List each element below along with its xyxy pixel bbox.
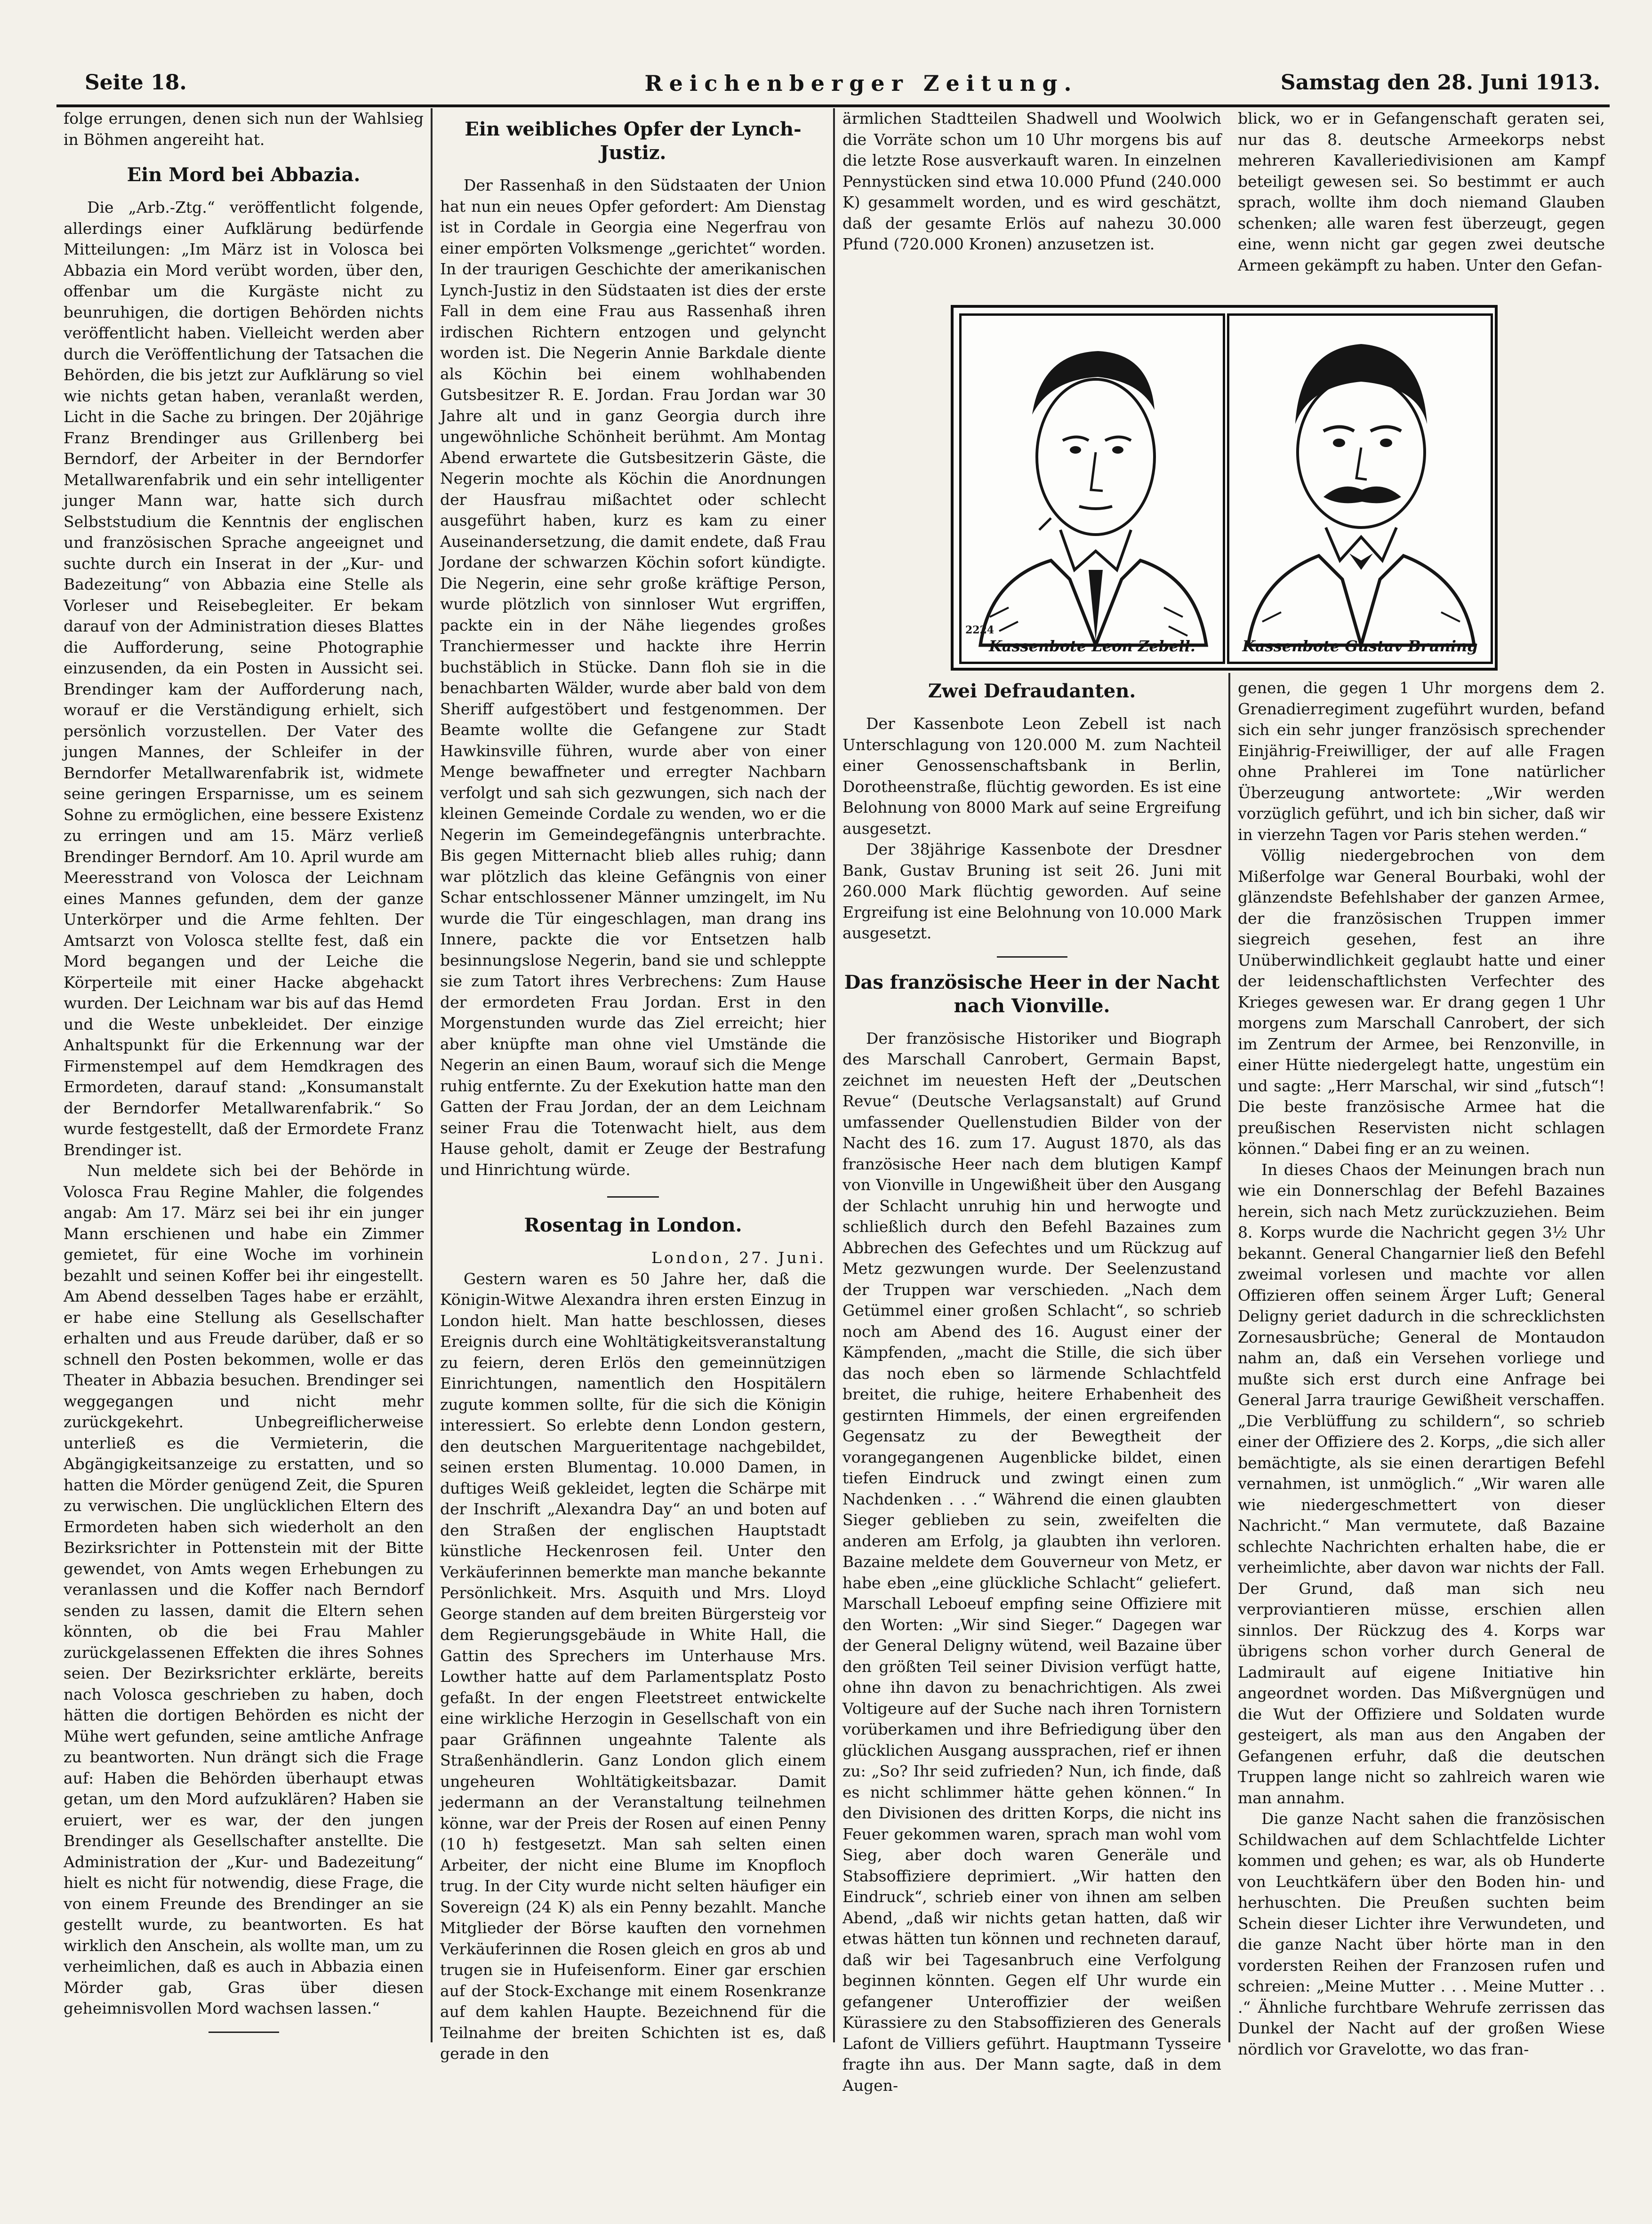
caption-bruning: Kassenbote Gustav Bruning — [1242, 637, 1478, 655]
page-number: Seite 18. — [85, 71, 187, 95]
article-paragraph: In dieses Chaos der Meinungen brach nun wie ein Donnerschlag der Befehl Bazaines herein, sich nach Metz zurückzuziehen. Beim 8. Korps wurde die Nachricht gegen 3½ Uhr bekannt. General Changarnier ließ den Befehl zweimal vorlesen und machte vor allen Offizieren offen seinem Ärger Luft; General Deligny geriet dadurch in die schrecklichsten Zornesausbrüche; General de Montaudon nahm an, daß ein Versehen vorliege und mußte sich erst durch eine Anfrage bei General Jarra traurige Gewißheit verschaffen. „Die Verblüffung zu schildern“, so schrieb einer der Offiziere des 2. Korps, „die sich aller bemächtigte, als sie einen derartigen Befehl vernahmen, ist unmöglich.“ „Wir waren alle wie niedergeschmettert von dieser Nachricht.“ Man vermutete, daß Bazaine schlechte Nachrichten erhalten habe, die er verheimlichte, aber davon war nichts der Fall. Der Grund, daß man sich neu verproviantieren müsse, erschien allen sinnlos. Der Rückzug des 4. Korps war übrigens schon vorher durch General de Ladmirault auf eigene Initiative hin angeordnet worden. Das Mißvergnügen und die Wut der Offiziere und Soldaten wurde gesteigert, als man aus den Angaben der Gefangenen erfuhr, daß die deutschen Truppen lange nicht so zahlreich waren wie man annahm. — [1238, 1160, 1605, 1807]
portrait-bruning — [1227, 313, 1493, 664]
continued-text: genen, die gegen 1 Uhr morgens dem 2. Grenadierregiment zugeführt wurden, befand sich ein sehr junger französisch sprechender Einjährig-Freiwilliger, der auf alle Fragen ohne Prahlerei im Tone natürlicher Überzeugung antwortete: „Wir werden vorzüglich geführt, und ich bin sicher, daß wir in vierzehn Tagen vor Paris stehen werden.“ — [1238, 679, 1605, 844]
plate-number: 2224 — [965, 624, 994, 636]
article-paragraph: Gestern waren es 50 Jahre her, daß die Königin-Witwe Alexandra ihren ersten Einzug in London hielt. Man hatte beschlossen, dieses Ereignis durch eine Wohltätigkeitsveranstaltung zu feiern, deren Erlös den gemeinnützigen Einrichtungen, namentlich den Hospitälern zugute kommen sollte, für die sich die Königin interessiert. So erlebte denn London gestern, den deutschen Margueritentage nachgebildet, seinen ersten Blumentag. 10.000 Damen, in duftiges Weiß gekleidet, legten die Schärpe mit der Inschrift „Alexandra Day“ an und boten auf den Straßen der englischen Hauptstadt künstliche Heckenrosen feil. Unter den Verkäuferinnen bemerkte man manche bekannte Persönlichkeit. Mrs. Asquith und Mrs. Lloyd George standen auf dem breiten Bürgersteig vor dem Regierungsgebäude in White Hall, die Gattin des Sprechers im Unterhause Mrs. Lowther hatte auf dem Parlamentsplatz Posto gefaßt. In der engen Fleetstreet entwickelte eine wirkliche Herzogin in Gesellschaft von ein paar Gräfinnen ungeahnte Talente als Straßenhändlerin. Ganz London glich einem ungeheuren Wohltätigkeitsbazar. Damit jedermann an der Veranstaltung teilnehmen könne, war der Preis der Rosen auf einen Penny (10 h) festgesetzt. Man sah selten einen Arbeiter, der nicht eine Blume im Knopfloch trug. In der City wurde nicht selten häufiger ein Sovereign (24 K) als ein Penny bezahlt. Manche Mitglieder der Börse kauften den vornehmen Verkäuferinnen die Rosen gleich en gros ab und trugen sie in Hufeisenform. Einer gar erschien auf der Stock-Exchange mit einem Rosenkranze auf dem kahlen Haupte. Bezeichnend für die Teilnahme der breiten Schichten ist es, daß gerade in den — [440, 1269, 826, 2063]
column-divider — [431, 108, 433, 2042]
portrait-zebell — [959, 313, 1225, 664]
article-paragraph: Der französische Historiker und Biograph des Marschall Canrobert, Germain Bapst, zeichnet im neuesten Heft der „Deutschen Revue“ (Deutsche Verlagsanstalt) auf Grund umfassender Quellenstudien Bilder von der Nacht des 16. zum 17. August 1870, als das französische Heer nach dem blutigen Kampf von Vionville in Ungewißheit über den Ausgang der Schlacht unruhig hin und herwogte und schließlich durch den Befehl Bazaines zum Abbrechen des Gefechtes und um Rückzug auf Metz gezwungen wurde. Der Seelenzustand der Truppen war verschieden. „Nach dem Getümmel einer großen Schlacht“, so schrieb noch am Abend des 16. August einer der Kämpfenden, „macht die Stille, die sich über das noch eben so lärmende Schlachtfeld breitet, die ruhige, heitere Erhabenheit des gestirnten Himmels, der einen ergreifenden Gegensatz zu der Bewegtheit der vorangegangenen Augenblicke bildet, einen tiefen Eindruck und zwingt einen zum Nachdenken . . .“ Während die einen glaubten Sieger geblieben zu sein, zweifelten die anderen am Erfolg, ja glaubten ihn verloren. Bazaine meldete dem Gouverneur von Metz, er habe eben „eine glückliche Schlacht“ geliefert. Marschall Leboeuf empfing seine Offiziere mit den Worten: „Wir sind Sieger.“ Dagegen war der General Deligny wütend, weil Bazaine über den größten Teil seiner Division verfügt hatte, ohne ihn davon zu benachrichtigen. Als zwei Voltigeure auf der Suche nach ihren Tornistern vorüberkamen und ihre Befriedigung über den glücklichen Ausgang aussprachen, rief er ihnen zu: „So? Ihr seid zufrieden? Nun, ich finde, daß es nicht schlimmer hätte gehen können.“ In den Divisionen des dritten Korps, die nicht ins Feuer gekommen waren, sprach man wohl vom Sieg, aber doch waren Generäle und Stabsoffiziere deprimiert. „Wir hatten den Eindruck“, schrieb einer von ihnen am selben Abend, „daß wir nichts getan hatten, daß wir etwas hätten tun können und rechneten darauf, daß wir bei Tagesanbruch eine Verfolgung beginnen könnten. Gegen elf Uhr wurde ein gefangener Unteroffizier der weißen Kürassiere zu den Stabsoffizieren des Generals Lafont de Villiers geführt. Hauptmann Tysseire fragte ihn aus. Der Mann sagte, daß in dem Augen- — [842, 1029, 1221, 2095]
article-separator — [997, 956, 1067, 958]
portrait-drawing — [1229, 316, 1491, 662]
article-title-rosentag: Rosentag in London. — [524, 1214, 742, 1236]
column-3-lower — [842, 678, 1221, 2095]
column-3-top — [842, 108, 1221, 259]
dateline: London, 27. Juni. — [651, 1248, 826, 1267]
article-paragraph: Die ganze Nacht sahen die französischen Schildwachen auf dem Schlachtfelde Lichter kommen und gehen; es war, als ob Hunderte von Leuchtkäfern über den Boden hin- und herhuschten. Die Preußen suchten beim Schein dieser Lichter ihre Verwundeten, und die ganze Nacht über hörte man in den vordersten Reihen der Franzosen rufen und schreien: „Meine Mutter . . . Meine Mutter . . .“ Ähnliche furchtbare Wehrufe zerrissen das Dunkel der Nacht auf der großen Wiese nördlich vor Gravelotte, wo das fran- — [1238, 1809, 1605, 2058]
article-title-mord: Ein Mord bei Abbazia. — [127, 164, 361, 186]
column-4-top — [1238, 108, 1605, 282]
column-1 — [64, 108, 424, 2042]
continued-text: folge errungen, denen sich nun der Wahlsieg in Böhmen angereiht hat. — [64, 109, 424, 149]
article-paragraph: Völlig niedergebrochen von dem Mißerfolge war General Bourbaki, wohl der glänzendste Befehlshaber der ganzen Armee, der die französischen Truppen immer siegreich gesehen, fest an ihre Unüberwindlichkeit geglaubt hatte und einer der leidenschaftlichsten Verfechter des Krieges gewesen war. Er drang gegen 1 Uhr morgens zum Marschall Canrobert, der sich im Zentrum der Armee, bei Renzonville, in einer Hütte niedergelegt hatte, ungestüm ein und sagte: „Herr Marschal, wir sind „futsch“! Die beste französische Armee hat die preußischen Reservisten nicht schlagen können.“ Dabei fing er an zu weinen. — [1238, 846, 1605, 1158]
header-rule — [56, 104, 1610, 107]
article-title-heer: Das französische Heer in der Nacht nach Vionville. — [844, 971, 1220, 1017]
article-paragraph: Nun meldete sich bei der Behörde in Volosca Frau Regine Mahler, die folgendes angab: Am 17. März sei bei ihr ein junger Mann erschienen und habe ein Zimmer gemietet, für eine Woche im vorhinein bezahlt und seinen Koffer bei ihr eingestellt. Am Abend desselben Tages habe er erzählt, er habe eine Stellung als Gesellschafter erhalten und aus Freude darüber, daß er so schnell den Posten bekommen, wolle er das Theater in Abbazia besuchen. Brendinger sei weggegangen und nicht mehr zurückgekehrt. Unbegreiflicherweise unterließ es die Vermieterin, die Abgängigkeitsanzeige zu erstatten, und so hatten die Mörder genügend Zeit, die Spuren zu verwischen. Die unglücklichen Eltern des Ermordeten haben sich wiederholt an den Bezirksrichter in Pottenstein mit der Bitte gewendet, von Amts wegen Erhebungen zu veranlassen und die Koffer nach Berndorf senden zu lassen, damit die Eltern sehen könnten, ob die bei Frau Mahler zurückgelassenen Effekten die ihres Sohnes seien. Der Bezirksrichter erklärte, bereits nach Volosca geschrieben zu haben, doch hätten die dortigen Behörden es nicht der Mühe wert gefunden, seine amtliche Anfrage zu beantworten. Nun drängt sich die Frage auf: Haben die Behörden überhaupt etwas getan, um den Mord aufzuklären? Haben sie eruiert, wer es war, der den jungen Brendinger als Gesellschafter anstellte. Die Administration der „Kur- und Badezeitung“ hielt es nicht für notwendig, diese Frage, die von einem Freunde des Brendinger an sie gestellt wurde, zu beantworten. Es hat wirklich den Anschein, als wollte man, um zu verheimlichen, daß es auch in Abbazia einen Mörder gab, Gras über diesen geheimnisvollen Mord wachsen lassen.“ — [64, 1161, 424, 2017]
column-4-lower — [1238, 678, 1605, 2058]
column-divider — [833, 108, 835, 2042]
article-paragraph: Der Rassenhaß in den Südstaaten der Union hat nun ein neues Opfer gefordert: Am Dienstag ist in Cordale in Georgia eine Negerfrau von einer empörten Volksmenge „gerichtet“ worden. In der traurigen Geschichte der amerikanischen Lynch-Justiz in den Südstaaten ist dies der erste Fall in dem eine Frau aus Rassenhaß ihren irdischen Richtern entzogen und gelyncht worden ist. Die Negerin Annie Barkdale diente als Köchin bei einem wohlhabenden Gutsbesitzer R. E. Jordan. Frau Jordan war 30 Jahre alt und in ganz Georgia durch ihre ungewöhnliche Schönheit berühmt. Am Montag Abend erwartete die Gutsbesitzerin Gäste, die Negerin mochte als Köchin die Anordnungen der Hausfrau mißachtet oder schlecht ausgeführt haben, kurz es kam zu einer Auseinandersetzung, die damit endete, daß Frau Jordane der schwarzen Köchin sofort kündigte. Die Negerin, eine sehr große kräftige Person, wurde plötzlich von sinnloser Wut ergriffen, packte ein in der Nähe liegendes großes Tranchiermesser und hackte ihre Herrin buchstäblich in Stücke. Dann floh sie in die benachbarten Wälder, wurde aber bald von dem Sheriff aufgestöbert und festgenommen. Der Beamte wollte die Gefangene zur Stadt Hawkinsville führen, wurde aber von einer Menge bewaffneter und erregter Nachbarn verfolgt und sah sich gezwungen, sich nach der kleinen Gemeinde Cordale zu wenden, wo er die Negerin im Gemeindegefängnis unterbrachte. Bis gegen Mitternacht blieb alles ruhig; dann war plötzlich das kleine Gefängnis von einer Schar entschlossener Männer umzingelt, im Nu wurde die Tür eingeschlagen, man drang ins Innere, packte die vor Entsetzen halb besinnungslose Negerin, band sie und schleppte sie zum Tatort ihres Verbrechens: Zum Hause der ermordeten Frau Jordan. Erst in den Morgenstunden wurde das Ziel erreicht; hier aber knüpfte man ohne viel Umstände die Negerin an einen Baum, worauf sich die Menge ruhig entfernte. Zu der Exekution hatte man den Gatten der Frau Jordan, der an dem Leichnam seiner Frau die Totenwacht hielt, aus dem Hause geholt, damit er Zeuge der Bestrafung und Hinrichtung würde. — [440, 176, 826, 1179]
article-paragraph: Die „Arb.-Ztg.“ veröffentlicht folgende, allerdings einer Aufklärung bedürfende Mitteilungen: „Im März ist in Volosca bei Abbazia ein Mord verübt worden, über den, offenbar um die Kurgäste nicht zu beunruhigen, die dortigen Behörden nichts veröffentlicht haben. Vielleicht werden aber durch die Veröffentlichung der Tatsachen die Behörden, die bis jetzt zur Aufklärung so viel wie nichts getan haben, veranlaßt werden, Licht in die Sache zu bringen. Der 20jährige Franz Brendinger aus Grillenberg bei Berndorf, der Arbeiter in der Berndorfer Metallwarenfabrik und ein sehr intelligenter junger Mann war, hatte sich durch Selbststudium die Kenntnis der englischen und französischen Sprache angeeignet und suchte durch ein Inserat in der „Kur- und Badezeitung“ von Abbazia eine Stelle als Vorleser und Reisebegleiter. Er bekam darauf von der Administration dieses Blattes die Aufforderung, seine Photographie einzusenden, da ein Posten in Aussicht sei. Brendinger kam der Aufforderung nach, worauf er die Verständigung erhielt, sich persönlich vorzustellen. Der Vater des jungen Mannes, der Schleifer in der Berndorfer Metallwarenfabrik ist, widmete seine geringen Ersparnisse, um es seinem Sohne zu ermöglichen, eine bessere Existenz zu erringen und am 15. März verließ Brendinger Berndorf. Am 10. April wurde am Meeresstrand von Volosca der Leichnam eines Mannes gefunden, dem der ganze Unterkörper und die Arme fehlten. Der Amtsarzt von Volosca stellte fest, daß ein Mord begangen und der Leiche die Körperteile mit einer Hacke abgehackt wurden. Der Leichnam war bis auf das Hemd und die Weste unbekleidet. Der einzige Anhaltspunkt für die Erkennung war der Firmenstempel auf dem Hemdkragen des Ermordeten, darauf stand: „Konsumanstalt der Berndorfer Metallwarenfabrik.“ So wurde festgestellt, daß der Ermordete Franz Brendinger ist. — [64, 198, 424, 1159]
article-title-defraudanten: Zwei Defraudanten. — [928, 680, 1136, 702]
portrait-drawing — [962, 316, 1223, 662]
caption-zebell: Kassenbote Leon Zebell. — [989, 637, 1195, 655]
article-separator — [209, 2032, 279, 2033]
continued-text: ärmlichen Stadtteilen Shadwell und Woolwich die Vorräte schon um 10 Uhr morgens bis auf die letzte Rose ausverkauft waren. In einzelnen Pennystücken sind etwa 10.000 Pfund (240.000 K) gesammelt worden, und es wird geschätzt, daß der gesamte Erlös auf nahezu 30.000 Pfund (720.000 Kronen) anzusetzen ist. — [842, 109, 1221, 253]
issue-date: Samstag den 28. Juni 1913. — [1280, 71, 1600, 95]
continued-text: blick, wo er in Gefangenschaft geraten sei, nur das 8. deutsche Armeekorps nebst mehreren Kavalleriedivisionen am Kampf beteiligt gewesen sei. So bestimmt er auch sprach, wollte ihm doch niemand Glauben schenken; alle waren fest überzeugt, gegen eine, wenn nicht gar gegen zwei deutsche Armeen gekämpft zu haben. Unter den Gefan- — [1238, 109, 1605, 274]
newspaper-title: Reichenberger Zeitung. — [644, 71, 1078, 96]
page-header — [85, 71, 1600, 104]
article-paragraph: Der 38jährige Kassenbote der Dresdner Bank, Gustav Bruning ist seit 26. Juni mit 260.000 Mark flüchtig geworden. Auf seine Ergreifung ist eine Belohnung von 10.000 Mark ausgesetzt. — [842, 840, 1221, 942]
column-2 — [440, 108, 826, 2063]
column-divider — [1228, 673, 1230, 2042]
article-paragraph: Der Kassenbote Leon Zebell ist nach Unterschlagung von 120.000 M. zum Nachteil einer Genossenschaftsbank in Berlin, Dorotheenstraße, flüchtig geworden. Es ist eine Belohnung von 8000 Mark auf seine Ergreifung ausgesetzt. — [842, 714, 1221, 838]
article-separator — [607, 1196, 659, 1198]
portrait-illustration — [951, 305, 1498, 671]
article-title-lynch: Ein weibliches Opfer der Lynch-Justiz. — [465, 118, 802, 164]
